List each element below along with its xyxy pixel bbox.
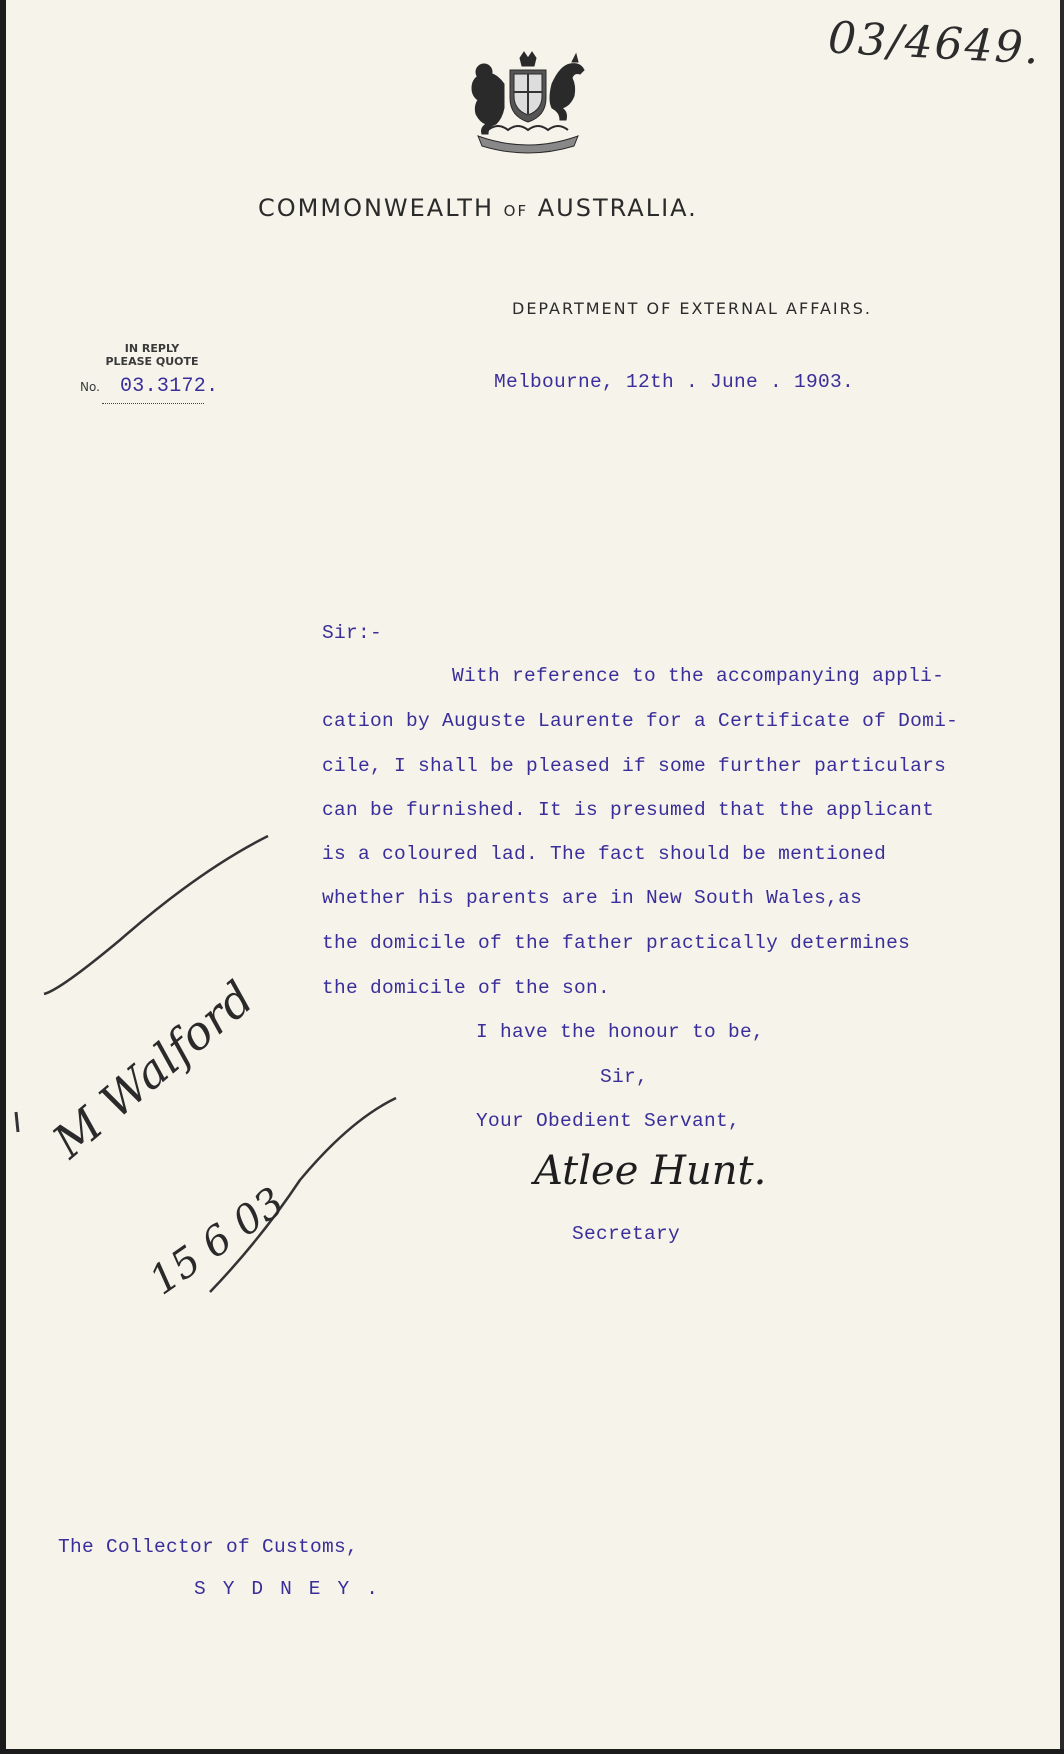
letterhead-title-commonwealth: COMMONWEALTH	[258, 194, 494, 222]
addressee-line-1: The Collector of Customs,	[58, 1536, 359, 1558]
margin-stroke-upper	[44, 836, 268, 994]
margin-date-text: 15 6 03	[141, 1178, 293, 1305]
body-line-3: cile, I shall be pleased if some further particulars	[322, 755, 947, 777]
letterhead-title-australia: AUSTRALIA.	[537, 194, 698, 222]
body-line-7: the domicile of the father practically determines	[322, 932, 911, 954]
body-line-1: With reference to the accompanying appli-	[452, 665, 945, 687]
body-line-4: can be furnished. It is presumed that the applicant	[322, 799, 935, 821]
file-reference-handwritten: 03/4649.	[826, 12, 1042, 75]
closing-line-2: Sir,	[600, 1066, 649, 1088]
reply-label-line2: PLEASE QUOTE	[105, 355, 199, 368]
scan-border-bottom	[0, 1749, 1064, 1754]
closing-line-3: Your Obedient Servant,	[476, 1110, 741, 1132]
margin-stroke-lower	[210, 1098, 396, 1292]
signatory-title: Secretary	[572, 1223, 681, 1245]
margin-tick-mark	[16, 1112, 18, 1132]
closing-line-1: I have the honour to be,	[476, 1021, 765, 1043]
signature: Atlee Hunt.	[534, 1148, 767, 1194]
reply-no-dotted-line	[102, 403, 204, 404]
letterhead-title	[258, 194, 698, 222]
reply-no-label: No.	[80, 380, 100, 394]
reference-number: 03.3172.	[120, 375, 219, 398]
date-line: Melbourne, 12th . June . 1903.	[494, 371, 855, 393]
coat-of-arms-icon	[448, 48, 608, 160]
margin-note-text: M Walford	[42, 970, 264, 1169]
body-line-8: the domicile of the son.	[322, 977, 611, 999]
body-line-5: is a coloured lad. The fact should be mentioned	[322, 843, 887, 865]
addressee-city: SYDNEY.	[194, 1578, 395, 1600]
scan-border-right	[1060, 0, 1064, 1754]
body-line-2: cation by Auguste Laurente for a Certificate of Domi-	[322, 710, 959, 732]
scan-border-left	[0, 0, 6, 1754]
letterhead-title-of: OF	[503, 202, 529, 220]
reply-label-line1: IN REPLY	[124, 342, 180, 355]
salutation: Sir:-	[322, 622, 383, 644]
department-heading: DEPARTMENT OF EXTERNAL AFFAIRS.	[512, 299, 872, 318]
reply-quote-label	[82, 342, 222, 368]
body-line-6: whether his parents are in New South Wales,as	[322, 887, 863, 909]
